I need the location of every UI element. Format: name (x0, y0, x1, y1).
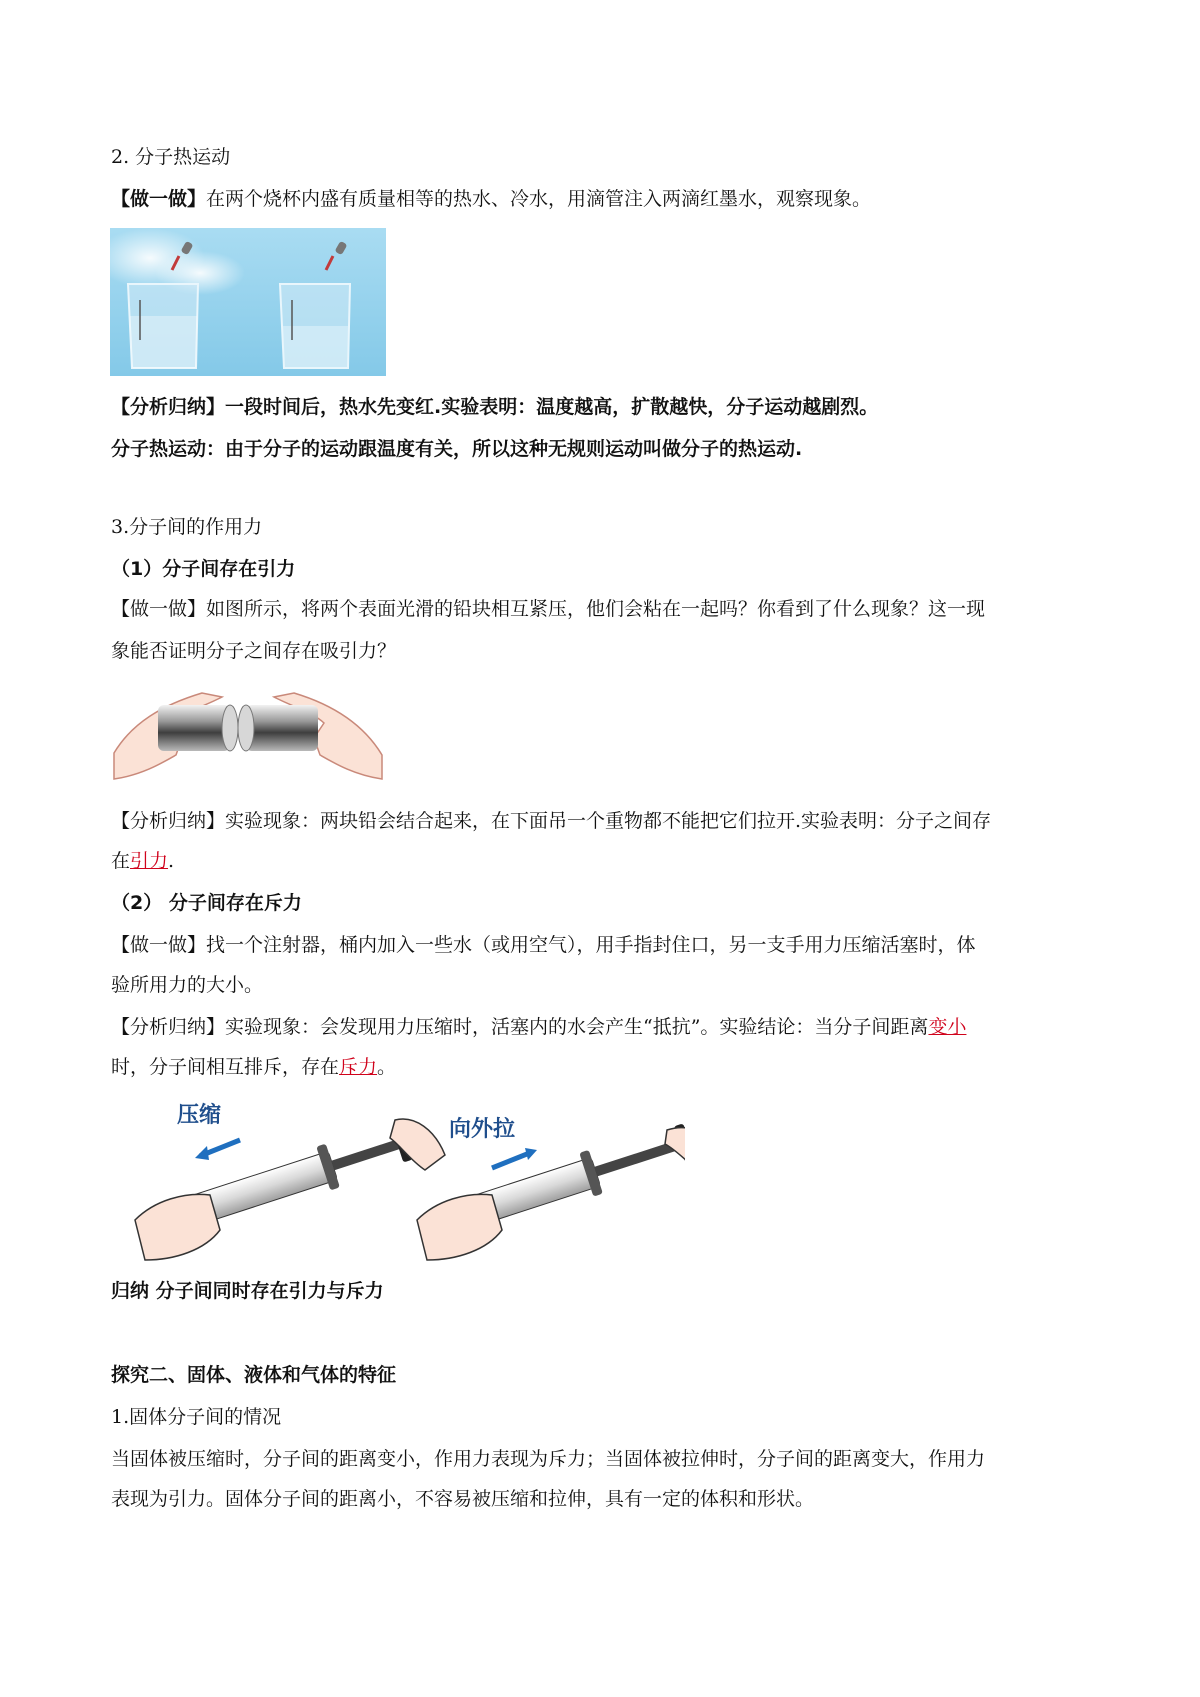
solid-paragraph-line2: 表现为引力。固体分子间的距离小，不容易被压缩和拉伸，具有一定的体积和形状。 (111, 1488, 815, 1510)
lead-blocks-figure (112, 683, 384, 781)
cold-water-beaker (280, 284, 350, 368)
answer-smaller: 变小 (928, 1016, 967, 1038)
hot-water-beaker (128, 284, 198, 368)
doit-paragraph (111, 190, 871, 209)
doit-text: 在两个烧杯内盛有质量相等的热水、冷水，用滴管注入两滴红墨水，观察现象。 (206, 188, 872, 210)
lead-block-right (238, 705, 318, 751)
analysis-repulsion-line2 (111, 1058, 396, 1077)
syringe-compress (135, 1102, 445, 1260)
subheading-repulsion: （2） 分子间存在斥力 (111, 892, 302, 914)
hand-icon (417, 1194, 502, 1260)
text-fragment: . (168, 850, 175, 872)
analysis-attraction-line2 (111, 852, 174, 871)
doit-attraction-line1: 【做一做】如图所示，将两个表面光滑的铅块相互紧压，他们会粘在一起吗？你看到了什么现象？这一现 (111, 598, 986, 620)
arrow-right-icon (492, 1152, 532, 1168)
hand-icon (135, 1194, 220, 1260)
label-pull: 向外拉 (449, 1117, 516, 1142)
analysis-repulsion-line1 (111, 1018, 966, 1037)
label-compress: 压缩 (177, 1103, 222, 1128)
summary-forces: 归纳 分子间同时存在引力与斥力 (111, 1280, 384, 1302)
syringe-pull (417, 1116, 685, 1260)
section-heading-intermolecular-force: 3.分子间的作用力 (111, 516, 263, 538)
text-fragment: 。 (377, 1056, 397, 1078)
section-heading-thermal-motion: 2. 分子热运动 (111, 146, 231, 168)
answer-attraction: 引力 (130, 850, 169, 872)
definition-thermal-motion: 分子热运动：由于分子的运动跟温度有关，所以这种无规则运动叫做分子的热运动. (111, 438, 803, 460)
answer-repulsion: 斥力 (339, 1056, 378, 1078)
subheading-attraction: （1）分子间存在引力 (111, 558, 296, 580)
doit-tag: 【做一做】 (111, 188, 207, 210)
doit-repulsion-line1: 【做一做】找一个注射器，桶内加入一些水（或用空气），用手指封住口，另一支手用力压缩活塞时，体 (111, 934, 976, 956)
solid-paragraph-line1: 当固体被压缩时，分子间的距离变小，作用力表现为斥力；当固体被拉伸时，分子间的距离变大，作用力 (111, 1448, 986, 1470)
text-fragment: 【分析归纳】实验现象：会发现用力压缩时，活塞内的水会产生“抵抗”。实验结论：当分子间距离 (111, 1016, 929, 1038)
subheading-solid: 1.固体分子间的情况 (111, 1406, 282, 1428)
analysis-thermal-motion: 【分析归纳】一段时间后，热水先变红.实验表明：温度越高，扩散越快，分子运动越剧烈。 (111, 396, 879, 418)
doit-repulsion-line2: 验所用力的大小。 (111, 974, 264, 996)
analysis-attraction-line1: 【分析归纳】实验现象：两块铅会结合起来，在下面吊一个重物都不能把它们拉开.实验表明：分子之间存 (111, 810, 992, 832)
beaker-experiment-figure (110, 228, 386, 376)
text-fragment: 在 (111, 850, 131, 872)
text-fragment: 时，分子间相互排斥，存在 (111, 1056, 340, 1078)
lead-block-left (158, 705, 238, 751)
doit-attraction-line2: 象能否证明分子之间存在吸引力？ (111, 640, 397, 662)
hand-icon (390, 1119, 445, 1170)
syringe-figures (125, 1100, 685, 1270)
section-heading-states-of-matter: 探究二、固体、液体和气体的特征 (111, 1364, 397, 1386)
